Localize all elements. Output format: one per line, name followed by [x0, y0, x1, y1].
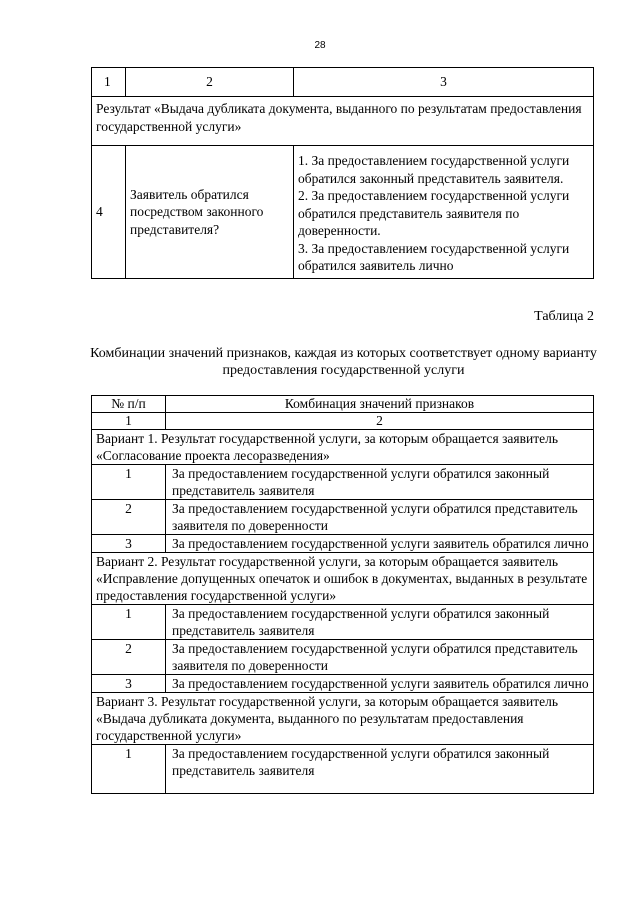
table-header-row	[92, 396, 594, 413]
row-number: 1	[92, 605, 166, 640]
row-text: За предоставлением государственной услуги заявитель обратился лично	[166, 675, 594, 693]
row-number: 3	[92, 535, 166, 553]
variants-table	[91, 395, 594, 794]
column-number-row	[92, 413, 594, 430]
table-heading: Комбинации значений признаков, каждая из которых соответствует одному варианту предоставления государственной услуги	[90, 346, 597, 378]
variant-title: Вариант 3. Результат государственной услуги, за которым обращается заявитель «Выдача дубликата документа, выданного по результатам предоставления государственной услуги»	[92, 693, 594, 745]
variant-title: Вариант 2. Результат государственной услуги, за которым обращается заявитель «Исправление допущенных опечаток и ошибок в документах, выданных в результате предоставления государственной услуги»	[92, 553, 594, 605]
row-number: 3	[92, 675, 166, 693]
row-text: За предоставлением государственной услуги обратился представитель заявителя по доверенности	[166, 640, 594, 675]
table-caption: Таблица 2	[534, 309, 594, 324]
answers-cell	[294, 146, 594, 279]
page-number: 28	[314, 40, 326, 51]
header-cell: Комбинация значений признаков	[166, 396, 594, 413]
table-row	[92, 640, 594, 675]
row-text: За предоставлением государственной услуги обратился законный представитель заявителя	[166, 605, 594, 640]
header-cell: 2	[126, 68, 294, 97]
row-number: 4	[92, 146, 126, 279]
row-text: За предоставлением государственной услуги заявитель обратился лично	[166, 535, 594, 553]
table-row	[92, 465, 594, 500]
row-text: За предоставлением государственной услуги обратился законный представитель заявителя	[166, 745, 594, 794]
variant-title: Вариант 1. Результат государственной услуги, за которым обращается заявитель «Согласование проекта лесоразведения»	[92, 430, 594, 465]
row-number: 1	[92, 745, 166, 794]
table-row	[92, 535, 594, 553]
table-row	[92, 146, 594, 279]
column-number: 1	[92, 413, 166, 430]
column-number: 2	[166, 413, 594, 430]
row-text: За предоставлением государственной услуги обратился представитель заявителя по доверенности	[166, 500, 594, 535]
table-row	[92, 605, 594, 640]
table-row	[92, 675, 594, 693]
variant-row	[92, 693, 594, 745]
variant-row	[92, 553, 594, 605]
row-number: 1	[92, 465, 166, 500]
answer-item: 3. За предоставлением государственной услуги обратился заявитель лично	[298, 240, 570, 273]
result-row	[92, 97, 594, 146]
row-number: 2	[92, 640, 166, 675]
row-number: 2	[92, 500, 166, 535]
criteria-table	[91, 67, 594, 279]
variant-row	[92, 430, 594, 465]
table-row	[92, 745, 594, 794]
answer-item: 2. За предоставлением государственной услуги обратился представитель заявителя по доверенности.	[298, 188, 570, 238]
table-row	[92, 500, 594, 535]
row-text: За предоставлением государственной услуги обратился законный представитель заявителя	[166, 465, 594, 500]
table-header-row	[92, 68, 594, 97]
question-cell: Заявитель обратился посредством законного представителя?	[126, 146, 294, 279]
header-cell: 1	[92, 68, 126, 97]
answer-item: 1. За предоставлением государственной услуги обратился законный представитель заявителя.	[298, 153, 570, 186]
result-text: Результат «Выдача дубликата документа, выданного по результатам предоставления государственной услуги»	[92, 97, 594, 146]
header-cell: № п/п	[92, 396, 166, 413]
header-cell: 3	[294, 68, 594, 97]
